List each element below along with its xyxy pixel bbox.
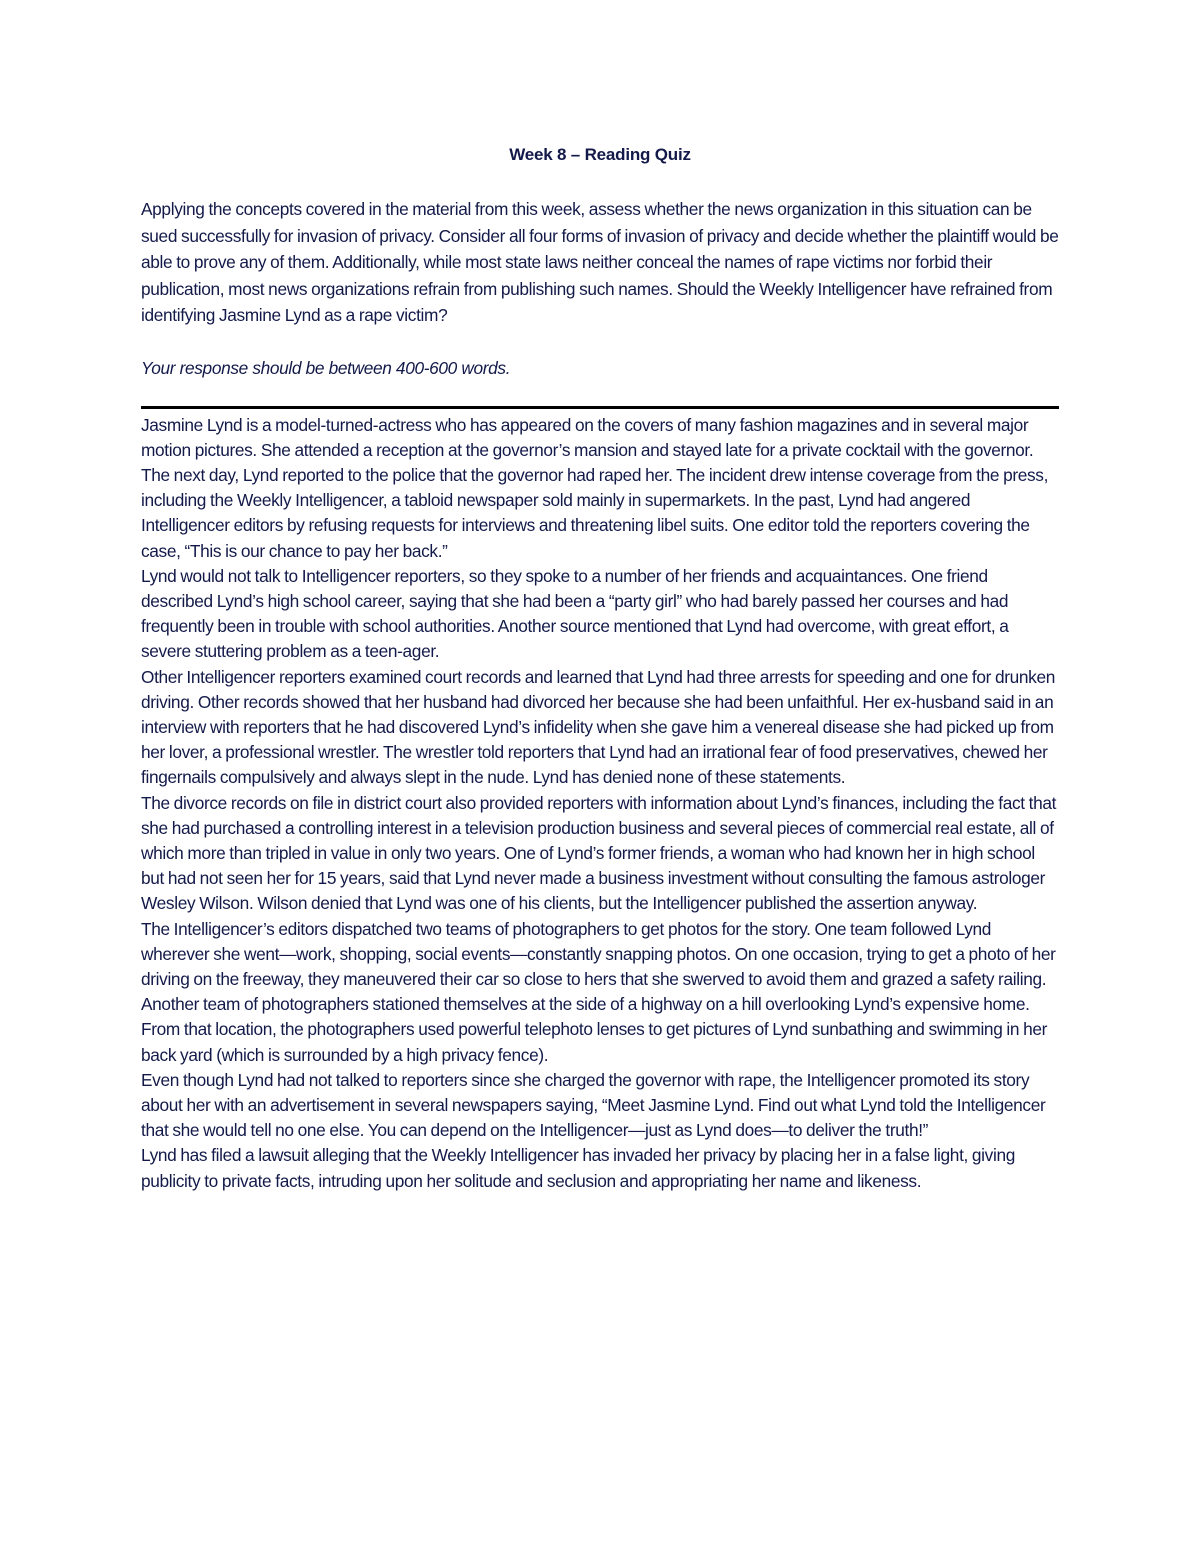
section-divider xyxy=(141,406,1059,409)
case-paragraph-6: Even though Lynd had not talked to reporters since she charged the governor with rape, the Intelligencer promoted its story about her with an advertisement in several newspapers saying, “Meet Jasmine Lynd. Find out what Lynd told the Intelligencer that she would tell no one else. You can depend on the Intelligencer—just as Lynd does—to deliver the truth!” xyxy=(141,1069,1046,1141)
case-paragraph-4: The divorce records on file in district court also provided reporters with information about Lynd’s finances, including the fact that she had purchased a controlling interest in a television production business and several pieces of commercial real estate, all of which more than tripled in value in only two years. One of Lynd’s former friends, a woman who had known her in high school but had not seen her for 15 years, said that Lynd never made a business investment without consulting the famous astrologer Wesley Wilson. Wilson denied that Lynd was one of his clients, but the Intelligencer published the assertion anyway. xyxy=(141,792,1057,914)
case-paragraph-7: Lynd has filed a lawsuit alleging that the Weekly Intelligencer has invaded her privacy by placing her in a false light, giving publicity to private facts, intruding upon her solitude and seclusion and appropriating her name and likeness. xyxy=(141,1145,1015,1191)
document-body xyxy=(141,142,1059,1194)
quiz-prompt: Applying the concepts covered in the material from this week, assess whether the news organization in this situation can be sued successfully for invasion of privacy. Consider all four forms of invasion of privacy and decide whether the plaintiff would be able to prove any of them. Additionally, while most state laws neither conceal the names of rape victims nor forbid their publication, most news organizations refrain from publishing such names. Should the Weekly Intelligencer have refrained from identifying Jasmine Lynd as a rape victim? xyxy=(141,199,1059,325)
case-paragraph-2: Lynd would not talk to Intelligencer reporters, so they spoke to a number of her friends and acquaintances. One friend described Lynd’s high school career, saying that she had been a “party girl” who had barely passed her courses and had frequently been in trouble with school authorities. Another source mentioned that Lynd had overcome, with great effort, a severe stuttering problem as a teen-ager. xyxy=(141,565,1009,662)
case-paragraph-5: The Intelligencer’s editors dispatched two teams of photographers to get photos for the story. One team followed Lynd wherever she went—work, shopping, social events—constantly snapping photos. On one occasion, trying to get a photo of her driving on the freeway, they maneuvered their car so close to hers that she swerved to avoid them and grazed a safety railing. Another team of photographers stationed themselves at the side of a highway on a hill overlooking Lynd’s expensive home. From that location, the photographers used powerful telephoto lenses to get pictures of Lynd sunbathing and swimming in her back yard (which is surrounded by a high privacy fence). xyxy=(141,918,1056,1065)
case-paragraph-1: Jasmine Lynd is a model-turned-actress who has appeared on the covers of many fashion magazines and in several major motion pictures. She attended a reception at the governor’s mansion and stayed late for a private cocktail with the governor. The next day, Lynd reported to the police that the governor had raped her. The incident drew intense coverage from the press, including the Weekly Intelligencer, a tabloid newspaper sold mainly in supermarkets. In the past, Lynd had angered Intelligencer editors by refusing requests for interviews and threatening libel suits. One editor told the reporters covering the case, “This is our chance to pay her back.” xyxy=(141,414,1049,561)
word-count-instruction: Your response should be between 400-600 words. xyxy=(141,357,511,378)
page-title: Week 8 – Reading Quiz xyxy=(509,145,691,164)
case-paragraph-3: Other Intelligencer reporters examined court records and learned that Lynd had three arrests for speeding and one for drunken driving. Other records showed that her husband had divorced her because she had been unfaithful. Her ex-husband said in an interview with reporters that he had discovered Lynd’s infidelity when she gave him a venereal disease she had picked up from her lover, a professional wrestler. The wrestler told reporters that Lynd had an irrational fear of food preservatives, chewed her fingernails compulsively and always slept in the nude. Lynd has denied none of these statements. xyxy=(141,666,1055,788)
